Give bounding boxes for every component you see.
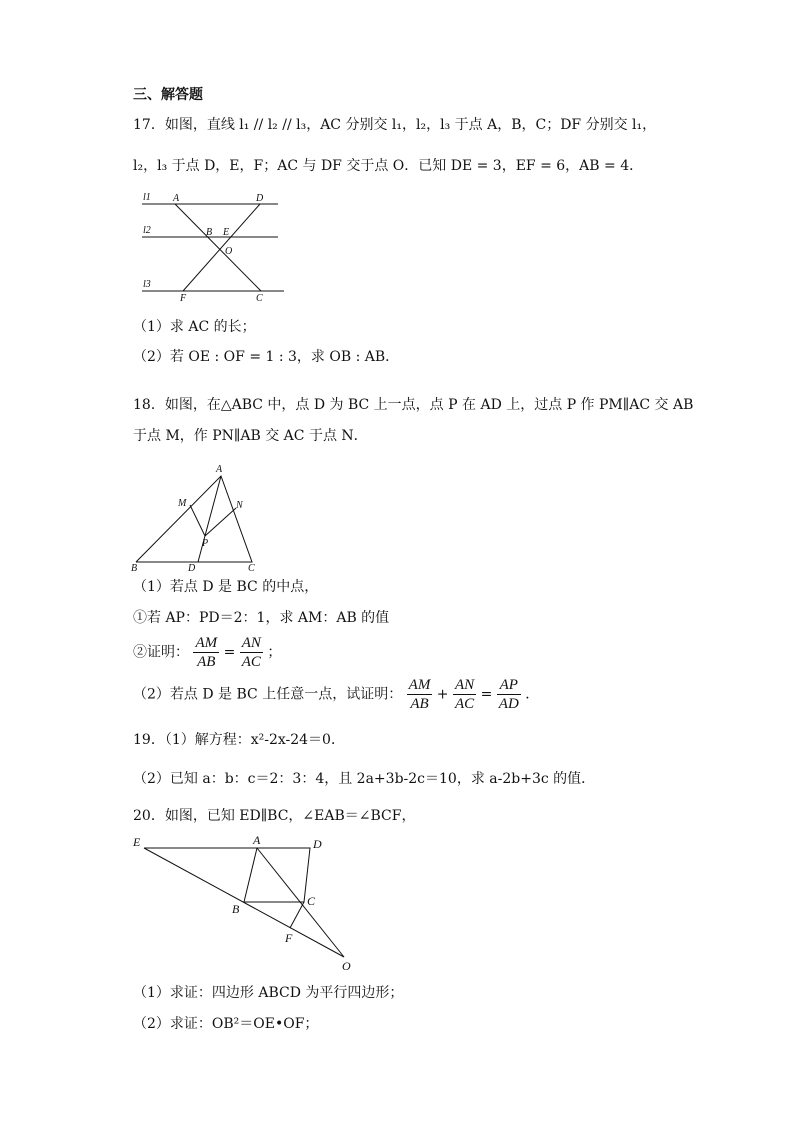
frac-numerator: AP (497, 676, 521, 695)
q18-label-M: M (178, 498, 187, 509)
q17-figure (138, 188, 290, 306)
q19-line1: 19．（1）解方程：x²-2x-24＝0． (133, 732, 345, 748)
section-title: 三、解答题 (133, 87, 203, 103)
frac-numerator: AM (408, 677, 431, 693)
q17-label-B: B (206, 227, 213, 238)
q17-line2: l₂，l₃ 于点 D，E，F；AC 与 DF 交于点 O．已知 DE = 3，EF = 6，AB = 4． (133, 158, 644, 174)
q18-part1: （1）若点 D 是 BC 的中点， (133, 579, 319, 595)
q17-label-l3: l3 (143, 279, 151, 290)
frac-numerator: AN (241, 635, 261, 651)
q17-label-E: E (223, 227, 230, 238)
fraction-an-ac (240, 634, 263, 671)
q20-part2: （2）求证：OB²＝OE•OF； (133, 1016, 319, 1032)
q20-label-D: D (313, 837, 322, 851)
q18-label-A: A (216, 464, 223, 475)
frac-numerator: AN (454, 677, 475, 693)
equals-sign: = (480, 686, 493, 703)
frac-denominator: AD (498, 696, 519, 712)
q18-part2 (133, 676, 539, 713)
fraction-an-ac (453, 676, 476, 713)
fraction-ap-ad (497, 676, 521, 713)
q18-part2-prefix: （2）若点 D 是 BC 上任意一点，试证明： (133, 686, 403, 703)
q18-line2: 于点 M，作 PN∥AB 交 AC 于点 N． (133, 428, 368, 444)
q17-label-D: D (256, 193, 264, 204)
q20-label-C: C (307, 894, 316, 908)
q17-label-F: F (180, 293, 187, 304)
frac-denominator: AB (410, 696, 429, 712)
q20-label-F: F (285, 931, 293, 945)
fraction-am-ab (193, 634, 219, 671)
frac-denominator: AB (197, 654, 216, 670)
frac-denominator: AC (454, 696, 475, 712)
q18-label-N: N (236, 500, 243, 511)
q17-part1: （1）求 AC 的长； (133, 319, 256, 335)
equals-sign: = (223, 644, 236, 661)
q17-label-l1: l1 (143, 192, 151, 203)
q18-line1: 18．如图，在△ABC 中，点 D 为 BC 上一点，点 P 在 AD 上，过点 P 作 PM∥AC 交 AB (133, 397, 694, 413)
q18-label-C: C (248, 563, 255, 572)
q20-part1: （1）求证：四边形 ABCD 为平行四边形； (133, 985, 404, 1001)
q20-label-E: E (133, 835, 141, 849)
frac-denominator: AC (241, 654, 261, 670)
q19-line2: （2）已知 a：b：c＝2：3：4，且 2a+3b-2c＝10，求 a-2b+3c 的值． (133, 771, 596, 787)
q17-part2: （2）若 OE : OF = 1 : 3，求 OB : AB． (133, 349, 400, 365)
q18-sub1: ①若 AP：PD＝2：1，求 AM：AB 的值 (133, 610, 390, 626)
q18-label-B: B (131, 563, 138, 572)
q17-label-O: O (225, 246, 233, 257)
q18-label-D: D (188, 563, 196, 572)
q20-figure (128, 832, 358, 974)
q18-label-P: P (202, 538, 209, 549)
period: ． (525, 686, 540, 703)
q18-sub2-prefix: ②证明： (133, 644, 189, 661)
q20-line1: 20．如图，已知 ED∥BC，∠EAB＝∠BCF， (133, 808, 416, 824)
q20-label-B: B (232, 902, 240, 916)
frac-numerator: AM (195, 635, 218, 651)
q20-label-O: O (342, 959, 351, 973)
q18-sub2 (133, 634, 281, 671)
fraction-am-ab (407, 676, 433, 713)
q18-figure (128, 462, 268, 572)
semicolon: ； (267, 644, 282, 661)
q20-label-A: A (253, 833, 261, 847)
q17-label-l2: l2 (143, 225, 151, 236)
q17-line1: 17．如图，直线 l₁ // l₂ // l₃，AC 分别交 l₁，l₂，l₃ 于点 A，B，C；DF 分别交 l₁， (133, 117, 657, 133)
q17-label-A: A (173, 193, 180, 204)
plus-sign: + (436, 686, 449, 703)
q17-label-C: C (256, 293, 263, 304)
